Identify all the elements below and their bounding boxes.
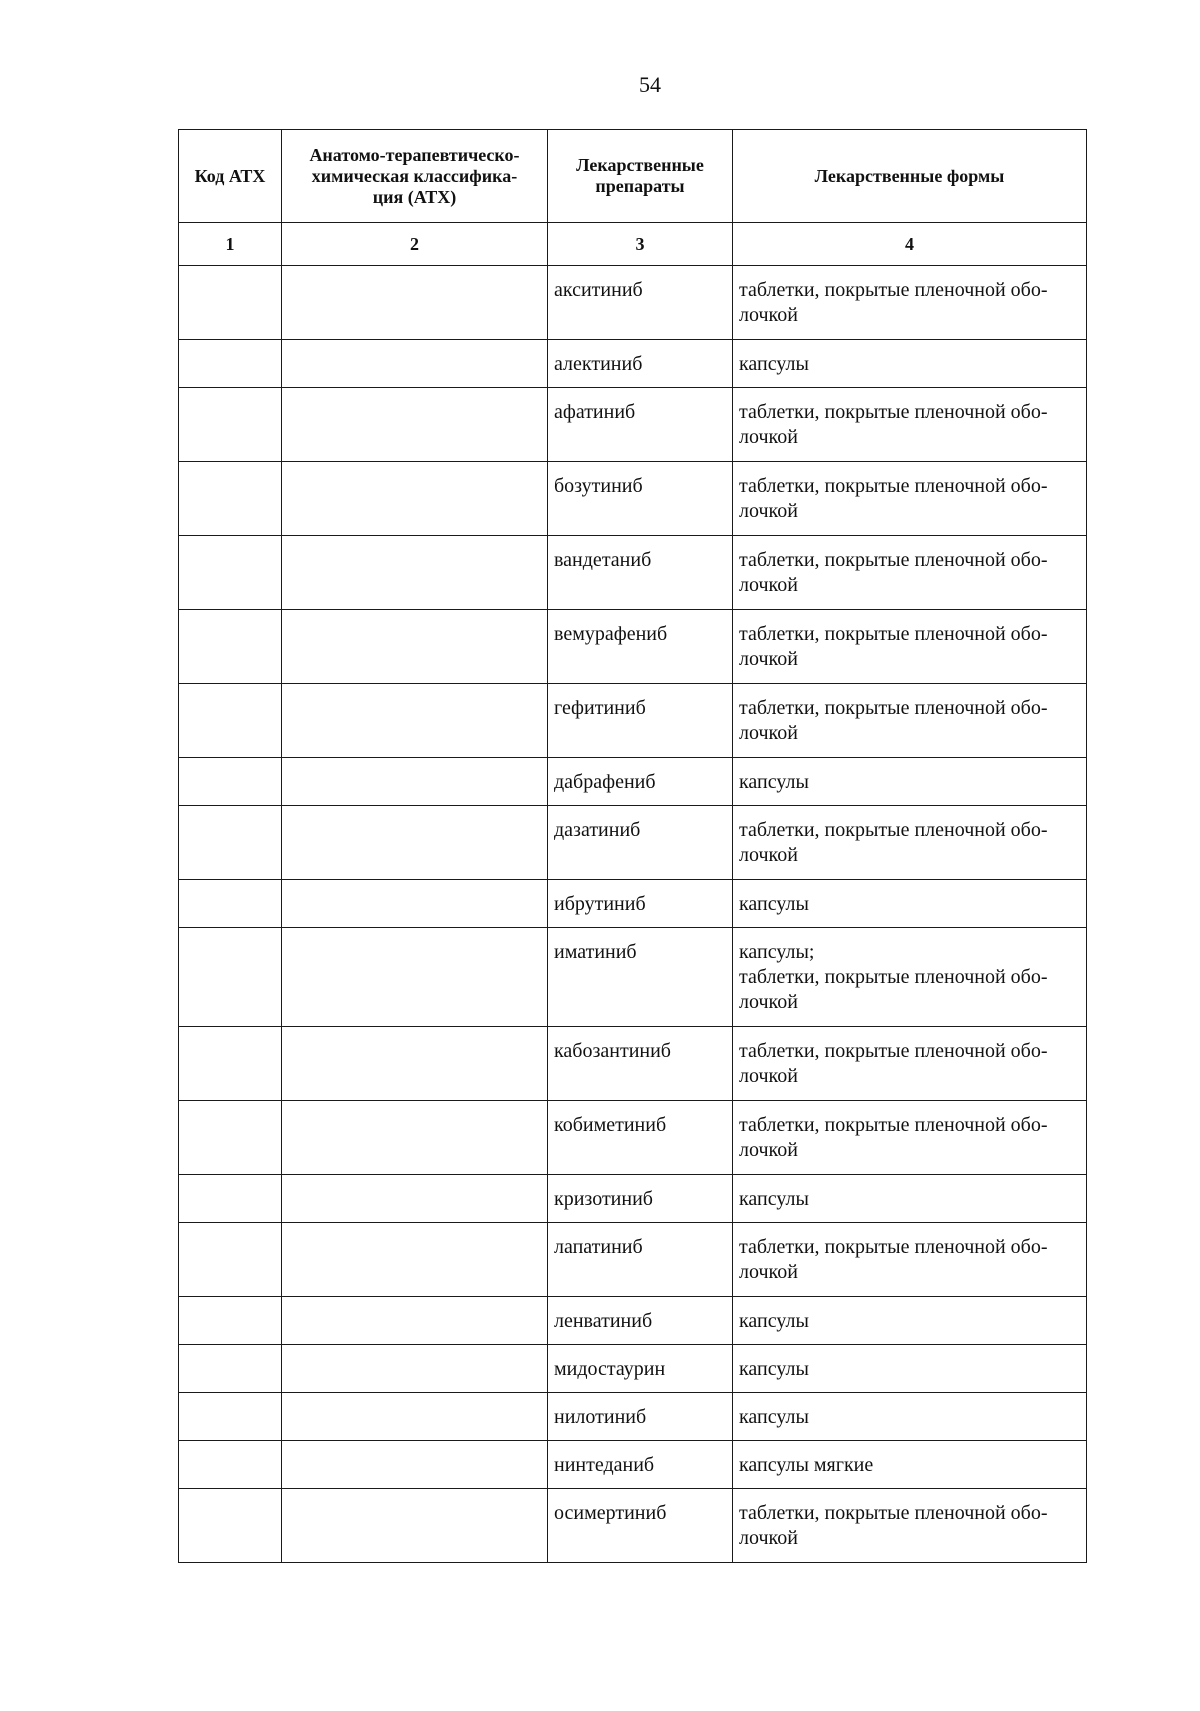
header-drugs-line-1: Лекарственные — [576, 155, 704, 175]
dosage-form-cell — [733, 1345, 1087, 1393]
drug-name-cell: нинтеданиб — [548, 1441, 733, 1489]
drug-name-cell: лапатиниб — [548, 1223, 733, 1297]
atc-code-cell — [179, 610, 282, 684]
dosage-form-text: таблетки, покрытые пленочной обо- лочкой — [739, 1236, 1048, 1283]
atc-code-cell — [179, 536, 282, 610]
drug-name-cell: дазатиниб — [548, 806, 733, 880]
atc-code-cell — [179, 1101, 282, 1175]
atc-classification-cell — [282, 1027, 548, 1101]
header-atc-code: Код АТХ — [179, 130, 282, 223]
dosage-form-text: капсулы — [739, 1406, 809, 1428]
table-row — [179, 266, 1087, 340]
dosage-form-text: таблетки, покрытые пленочной обо- лочкой — [739, 697, 1048, 744]
table-row — [179, 388, 1087, 462]
header-atc-classification-line-3: ция (АТХ) — [372, 186, 457, 207]
table-row — [179, 880, 1087, 928]
header-atc-classification — [282, 130, 548, 223]
atc-classification-cell — [282, 928, 548, 1027]
dosage-form-cell — [733, 1441, 1087, 1489]
drug-name-cell: вандетаниб — [548, 536, 733, 610]
table-row — [179, 758, 1087, 806]
dosage-form-cell — [733, 1223, 1087, 1297]
atc-code-cell — [179, 1345, 282, 1393]
atc-code-cell — [179, 758, 282, 806]
atc-classification-cell — [282, 388, 548, 462]
table-row — [179, 1297, 1087, 1345]
dosage-form-cell — [733, 1101, 1087, 1175]
table-row — [179, 1027, 1087, 1101]
drug-name-cell: алектиниб — [548, 340, 733, 388]
drug-name-cell: бозутиниб — [548, 462, 733, 536]
drug-name-cell: дабрафениб — [548, 758, 733, 806]
atc-code-cell — [179, 806, 282, 880]
atc-classification-cell — [282, 340, 548, 388]
drug-name-cell: осимертиниб — [548, 1489, 733, 1563]
drug-table — [178, 129, 1087, 1563]
dosage-form-cell — [733, 1027, 1087, 1101]
drug-name-cell: мидостаурин — [548, 1345, 733, 1393]
table-row — [179, 610, 1087, 684]
drug-name-cell: ленватиниб — [548, 1297, 733, 1345]
dosage-form-text: таблетки, покрытые пленочной обо- лочкой — [739, 549, 1048, 596]
dosage-form-text: таблетки, покрытые пленочной обо- лочкой — [739, 475, 1048, 522]
column-number-row — [179, 223, 1087, 266]
drug-name-cell: акситиниб — [548, 266, 733, 340]
atc-classification-cell — [282, 536, 548, 610]
atc-classification-cell — [282, 684, 548, 758]
atc-classification-cell — [282, 1489, 548, 1563]
atc-code-cell — [179, 880, 282, 928]
dosage-form-text: капсулы мягкие — [739, 1454, 874, 1476]
column-number-1: 1 — [179, 223, 282, 266]
atc-classification-cell — [282, 880, 548, 928]
atc-code-cell — [179, 1441, 282, 1489]
drug-name-cell: гефитиниб — [548, 684, 733, 758]
atc-classification-cell — [282, 266, 548, 340]
table-row — [179, 340, 1087, 388]
atc-classification-cell — [282, 1223, 548, 1297]
table-row — [179, 1223, 1087, 1297]
page-number: 54 — [639, 72, 661, 97]
column-number-3: 3 — [548, 223, 733, 266]
table-body — [179, 266, 1087, 1563]
drug-name-cell: кризотиниб — [548, 1175, 733, 1223]
atc-classification-cell — [282, 1345, 548, 1393]
dosage-form-cell — [733, 758, 1087, 806]
table-row — [179, 1489, 1087, 1563]
dosage-form-text: таблетки, покрытые пленочной обо- лочкой — [739, 1502, 1048, 1549]
table-row — [179, 684, 1087, 758]
drug-name-cell: кобиметиниб — [548, 1101, 733, 1175]
dosage-form-cell — [733, 1489, 1087, 1563]
dosage-form-text: таблетки, покрытые пленочной обо- лочкой — [739, 623, 1048, 670]
dosage-form-cell — [733, 536, 1087, 610]
atc-classification-cell — [282, 1297, 548, 1345]
atc-code-cell — [179, 684, 282, 758]
header-dosage-forms: Лекарственные формы — [733, 130, 1087, 223]
table-header-row — [179, 130, 1087, 223]
drug-name-cell: кабозантиниб — [548, 1027, 733, 1101]
atc-code-cell — [179, 928, 282, 1027]
header-atc-classification-line-2: химическая классифика- — [311, 165, 518, 186]
dosage-form-text: таблетки, покрытые пленочной обо- лочкой — [739, 279, 1048, 326]
drug-name-cell: афатиниб — [548, 388, 733, 462]
drug-name-cell: нилотиниб — [548, 1393, 733, 1441]
dosage-form-cell — [733, 340, 1087, 388]
dosage-form-cell — [733, 266, 1087, 340]
table-row — [179, 1393, 1087, 1441]
dosage-form-text: таблетки, покрытые пленочной обо- лочкой — [739, 1040, 1048, 1087]
atc-code-cell — [179, 340, 282, 388]
atc-classification-cell — [282, 1393, 548, 1441]
header-drugs-line-2: препараты — [595, 176, 685, 196]
dosage-form-text: капсулы — [739, 353, 809, 375]
table-row — [179, 928, 1087, 1027]
header-atc-classification-line-1: Анатомо-терапевтическо- — [309, 144, 520, 165]
dosage-form-text: таблетки, покрытые пленочной обо- лочкой — [739, 819, 1048, 866]
dosage-form-cell — [733, 1393, 1087, 1441]
column-number-4: 4 — [733, 223, 1087, 266]
drug-name-cell: иматиниб — [548, 928, 733, 1027]
atc-classification-cell — [282, 462, 548, 536]
atc-code-cell — [179, 1027, 282, 1101]
dosage-form-text: таблетки, покрытые пленочной обо- лочкой — [739, 401, 1048, 448]
drug-name-cell: ибрутиниб — [548, 880, 733, 928]
atc-classification-cell — [282, 806, 548, 880]
atc-classification-cell — [282, 1101, 548, 1175]
table-row — [179, 536, 1087, 610]
dosage-form-text: капсулы — [739, 771, 809, 793]
dosage-form-text: капсулы — [739, 1310, 809, 1332]
atc-code-cell — [179, 1223, 282, 1297]
dosage-form-cell — [733, 928, 1087, 1027]
atc-classification-cell — [282, 1175, 548, 1223]
dosage-form-cell — [733, 610, 1087, 684]
dosage-form-cell — [733, 806, 1087, 880]
drug-name-cell: вемурафениб — [548, 610, 733, 684]
dosage-form-cell — [733, 1175, 1087, 1223]
atc-classification-cell — [282, 1441, 548, 1489]
dosage-form-cell — [733, 1297, 1087, 1345]
atc-code-cell — [179, 266, 282, 340]
dosage-form-text: капсулы — [739, 893, 809, 915]
dosage-form-cell — [733, 880, 1087, 928]
header-drugs — [548, 130, 733, 223]
atc-code-cell — [179, 1393, 282, 1441]
atc-code-cell — [179, 1297, 282, 1345]
dosage-form-text: капсулы — [739, 1188, 809, 1210]
dosage-form-cell — [733, 684, 1087, 758]
atc-code-cell — [179, 1175, 282, 1223]
table-row — [179, 1101, 1087, 1175]
column-number-2: 2 — [282, 223, 548, 266]
dosage-form-text: таблетки, покрытые пленочной обо- лочкой — [739, 1114, 1048, 1161]
dosage-form-text: капсулы — [739, 1358, 809, 1380]
dosage-form-cell — [733, 462, 1087, 536]
table-row — [179, 462, 1087, 536]
atc-classification-cell — [282, 758, 548, 806]
table-row — [179, 1345, 1087, 1393]
table-row — [179, 1175, 1087, 1223]
table-row — [179, 806, 1087, 880]
atc-code-cell — [179, 462, 282, 536]
atc-code-cell — [179, 388, 282, 462]
dosage-form-cell — [733, 388, 1087, 462]
table-row — [179, 1441, 1087, 1489]
atc-classification-cell — [282, 610, 548, 684]
atc-code-cell — [179, 1489, 282, 1563]
dosage-form-text: капсулы; таблетки, покрытые пленочной обо- лочкой — [739, 941, 1048, 1013]
